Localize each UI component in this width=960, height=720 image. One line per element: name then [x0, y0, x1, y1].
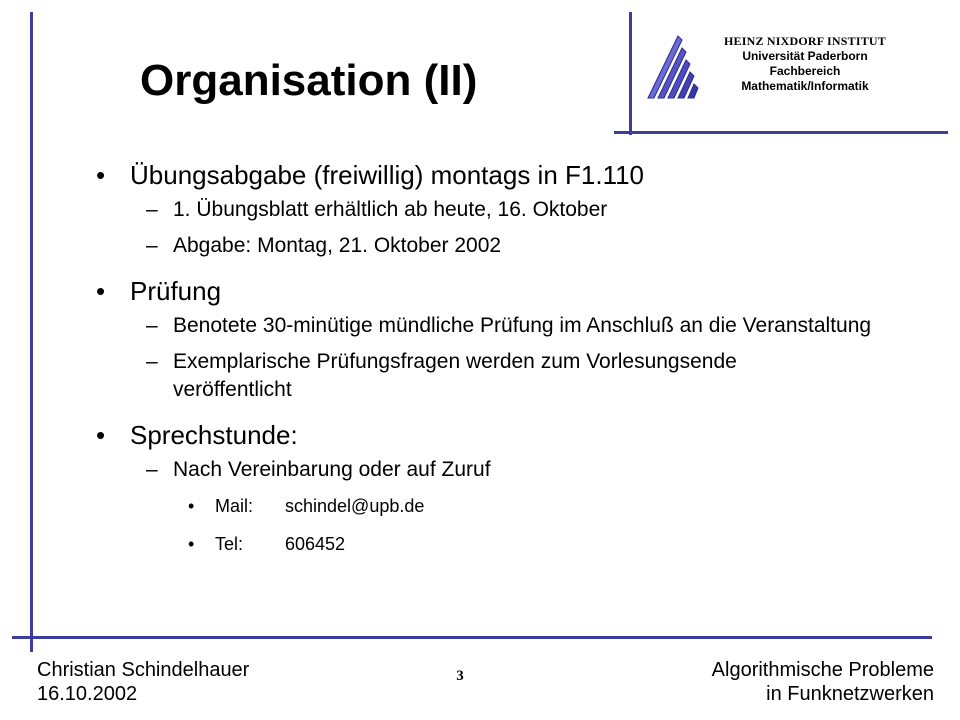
bullet-glyph: • [96, 420, 106, 450]
top-vertical-rule [629, 12, 632, 135]
lecture-date: 16.10.2002 [37, 683, 138, 705]
top-horizontal-rule [614, 131, 948, 134]
bullet-glyph: • [96, 160, 106, 190]
bullet-text: Sprechstunde: [130, 420, 298, 450]
tel-label: Tel: [215, 534, 244, 554]
slide-content [96, 158, 876, 556]
sub-bullet-text: Benotete 30-minütige mündliche Prüfung im Anschluß an die Veranstaltung [173, 314, 872, 337]
university-name: Universität Paderborn [742, 49, 868, 63]
bottom-horizontal-rule [12, 636, 932, 639]
footer-course-block [712, 658, 934, 706]
bullet-text: Prüfung [130, 276, 222, 306]
bullet-pruefung [96, 274, 876, 308]
tel-number: 606452 [285, 534, 346, 554]
contact-mail [96, 494, 876, 518]
sub-bullet-text: Exemplarische Prüfungsfragen werden zum Vorlesungsende veröffentlicht [173, 350, 737, 401]
sub-bullet-pruefungsfragen [96, 348, 803, 404]
page-number: 3 [456, 668, 464, 684]
author-name: Christian Schindelhauer [37, 659, 250, 681]
mail-address: schindel@upb.de [285, 496, 425, 516]
sub-bullet-uebungsblatt [96, 196, 876, 224]
sub-bullet-abgabe [96, 232, 876, 260]
bullet-uebungsabgabe [96, 158, 876, 192]
sub-bullet-benotete-pruefung [96, 312, 883, 340]
bullet-text: Übungsabgabe (freiwillig) montags in F1.110 [130, 160, 645, 190]
bullet-glyph: • [96, 276, 106, 306]
department-label: Fachbereich [769, 64, 841, 78]
institute-block [700, 34, 910, 94]
course-title-line1: Algorithmische Probleme [711, 659, 934, 681]
slide-title: Organisation (II) [140, 56, 478, 105]
footer-author-block [37, 658, 249, 706]
sub-bullet-text: 1. Übungsblatt erhältlich ab heute, 16. Oktober [173, 198, 608, 221]
dash-glyph: – [146, 350, 158, 373]
mail-label: Mail: [215, 496, 254, 516]
bullet-sprechstunde [96, 418, 876, 452]
course-title-line2: in Funknetzwerken [766, 683, 934, 705]
sub-bullet-text: Abgabe: Montag, 21. Oktober 2002 [173, 234, 502, 257]
dash-glyph: – [146, 314, 158, 337]
bullet-glyph: • [188, 496, 195, 516]
contact-tel [96, 532, 876, 556]
left-vertical-rule [30, 12, 33, 652]
institute-name: HEINZ NIXDORF INSTITUT [724, 34, 886, 48]
sub-bullet-text: Nach Vereinbarung oder auf Zuruf [173, 458, 491, 481]
dash-glyph: – [146, 458, 158, 481]
university-logo-icon [644, 32, 702, 104]
department-name: Mathematik/Informatik [741, 79, 869, 93]
dash-glyph: – [146, 198, 158, 221]
bullet-glyph: • [188, 534, 195, 554]
dash-glyph: – [146, 234, 158, 257]
sub-bullet-vereinbarung [96, 456, 876, 484]
